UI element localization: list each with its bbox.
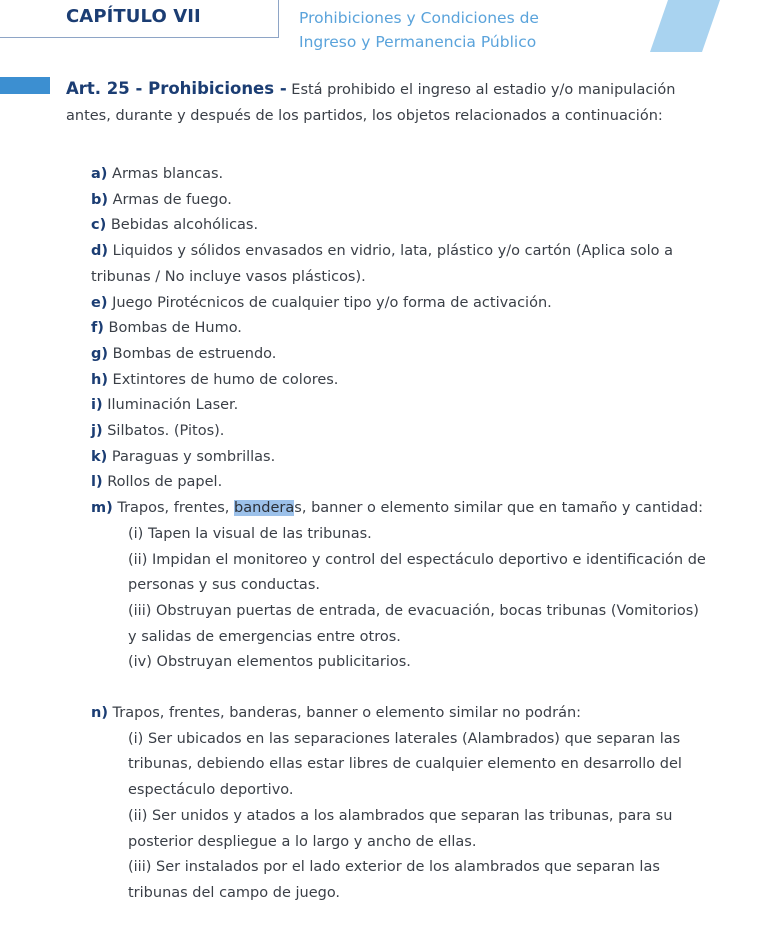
list-item-d xyxy=(91,239,711,290)
item-text: Silbatos. (Pitos). xyxy=(102,423,225,440)
list-item-i xyxy=(91,393,711,419)
sub-item-n-iii: (iii) Ser instalados por el lado exterior de los alambrados que separan las tribunas del campo de juego. xyxy=(128,859,660,901)
item-text: Bombas de Humo. xyxy=(103,320,242,337)
chapter-subtitle-line2: Ingreso y Permanencia Público xyxy=(299,33,537,51)
header-decoration-shape xyxy=(650,0,720,52)
item-text: Bebidas alcohólicas. xyxy=(106,217,259,234)
sub-item-n-i: (i) Ser ubicados en las separaciones laterales (Alambrados) que separan las tribunas, debiendo ellas estar libres de cualquier elemento en desarrollo del espectáculo deportivo. xyxy=(128,730,682,799)
item-letter: c) xyxy=(91,217,107,234)
item-text: Trapos, frentes, banderas, banner o elemento similar no podrán: xyxy=(107,705,582,722)
item-text: Rollos de papel. xyxy=(102,474,223,491)
list-item-n xyxy=(91,701,711,727)
list-item-m xyxy=(91,496,711,522)
prohibitions-list xyxy=(91,162,711,907)
sub-item-m-ii: (ii) Impidan el monitoreo y control del espectáculo deportivo e identificación de personas y sus conductas. xyxy=(128,551,706,594)
item-letter: j) xyxy=(91,423,103,440)
article-marker-bar xyxy=(0,77,50,94)
sub-item-m-iv: (iv) Obstruyan elementos publicitarios. xyxy=(128,654,411,671)
chapter-subtitle-line1: Prohibiciones y Condiciones de xyxy=(299,9,539,27)
list-item-l xyxy=(91,470,711,496)
item-letter: b) xyxy=(91,191,109,208)
item-letter: e) xyxy=(91,294,108,311)
list-item-f xyxy=(91,316,711,342)
article-intro xyxy=(66,76,716,129)
spacer xyxy=(91,676,711,701)
item-text-pre: Trapos, frentes, xyxy=(112,500,235,517)
item-text: Extintores de humo de colores. xyxy=(107,371,339,388)
list-item-c xyxy=(91,213,711,239)
list-item-j xyxy=(91,419,711,445)
item-letter: i) xyxy=(91,397,103,414)
item-letter: h) xyxy=(91,371,108,388)
item-text: Liquidos y sólidos envasados en vidrio, lata, plástico y/o cartón (Aplica solo a tribunas / No incluye vasos plásticos). xyxy=(91,243,673,285)
chapter-title: CAPÍTULO VII xyxy=(66,6,201,27)
item-text-post: s, banner o elemento similar que en tamaño y cantidad: xyxy=(294,500,704,517)
chapter-subtitle xyxy=(299,6,599,54)
list-item-g xyxy=(91,342,711,368)
item-text: Paraguas y sombrillas. xyxy=(107,448,276,465)
item-letter: l) xyxy=(91,474,103,491)
sub-item-n-ii: (ii) Ser unidos y atados a los alambrados que separan las tribunas, para su posterior despliegue a lo largo y ancho de ellas. xyxy=(128,807,673,850)
item-letter: m) xyxy=(91,500,113,517)
item-text: Bombas de estruendo. xyxy=(108,345,277,362)
sub-item-m-iii: (iii) Obstruyan puertas de entrada, de evacuación, bocas tribunas (Vomitorios) y salidas de emergencias entre otros. xyxy=(128,602,699,645)
list-item-e xyxy=(91,291,711,317)
item-text: Armas blancas. xyxy=(107,166,224,182)
list-item-a xyxy=(91,162,711,188)
list-item-k xyxy=(91,445,711,471)
article-intro-text: Está prohibido el ingreso al estadio y/o manipulación antes, durante y después de los partidos, los objetos relacionados a continuación: xyxy=(66,82,676,124)
sub-item-m-i: (i) Tapen la visual de las tribunas. xyxy=(128,525,372,542)
item-letter: g) xyxy=(91,345,109,362)
selected-text-highlight[interactable]: bandera xyxy=(234,500,295,517)
article-heading: Art. 25 - Prohibiciones - xyxy=(66,79,287,98)
list-item-b xyxy=(91,188,711,214)
item-letter: n) xyxy=(91,705,108,722)
item-text: Juego Pirotécnicos de cualquier tipo y/o forma de activación. xyxy=(107,294,552,311)
item-letter: f) xyxy=(91,320,104,337)
item-text: Iluminación Laser. xyxy=(102,397,239,414)
item-text: Armas de fuego. xyxy=(108,191,232,208)
item-letter: a) xyxy=(91,166,108,182)
item-letter: d) xyxy=(91,243,109,260)
list-item-h xyxy=(91,368,711,394)
item-letter: k) xyxy=(91,448,108,465)
